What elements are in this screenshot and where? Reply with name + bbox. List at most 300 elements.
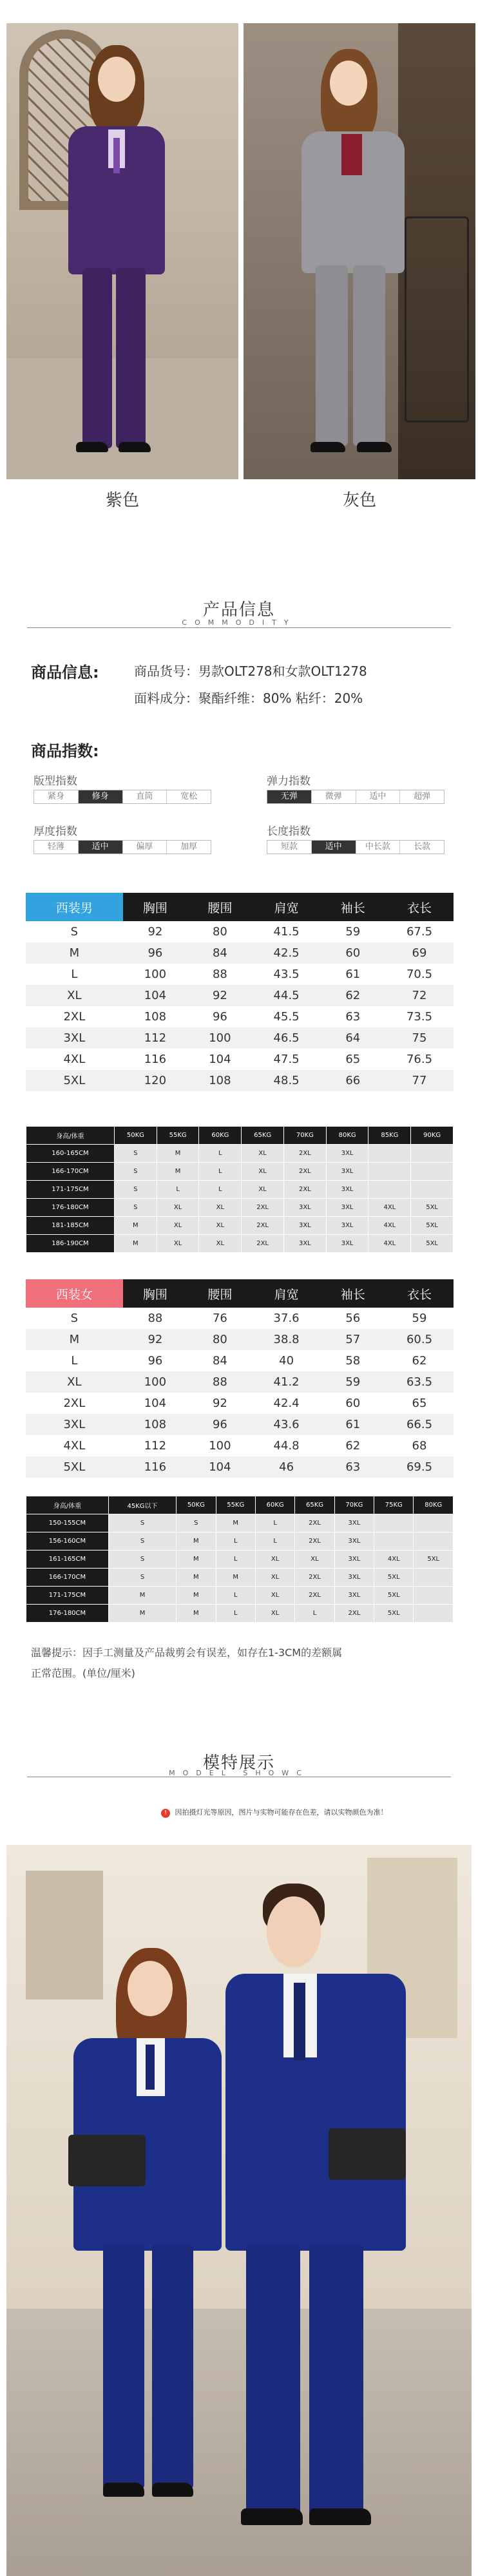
- table-row: [26, 1532, 454, 1550]
- column-header: 胸围: [123, 1279, 187, 1308]
- table-cell: 3XL: [283, 1217, 326, 1235]
- table-cell: 4XL: [374, 1550, 414, 1569]
- index-option: 轻薄: [34, 841, 79, 854]
- male-size-table: [26, 893, 454, 1091]
- table-cell: S: [114, 1145, 157, 1163]
- table-cell: 84: [187, 942, 252, 964]
- table-cell: 100: [123, 964, 187, 985]
- table-row: [26, 1550, 454, 1569]
- index-option-selected: 适中: [312, 841, 356, 854]
- table-cell: 3XL: [283, 1235, 326, 1253]
- table-cell: S: [114, 1181, 157, 1199]
- table-cell: M: [177, 1532, 216, 1550]
- table-cell: S: [26, 921, 123, 942]
- table-cell: 59: [385, 1308, 454, 1329]
- table-cell: [411, 1163, 454, 1181]
- product-info-subtitle: COMMODITY: [182, 618, 296, 627]
- column-header: 腰围: [187, 893, 252, 921]
- table-cell: 43.6: [253, 1414, 321, 1435]
- table-cell: L: [157, 1181, 199, 1199]
- index-thickness-name: 厚度指数: [33, 825, 77, 838]
- table-cell: M: [108, 1605, 176, 1623]
- table-cell: S: [108, 1569, 176, 1587]
- table-cell: [374, 1532, 414, 1550]
- table-cell: XL: [255, 1605, 294, 1623]
- table-cell: XL: [157, 1235, 199, 1253]
- table-cell: [414, 1532, 454, 1550]
- table-cell: S: [108, 1532, 176, 1550]
- table-row: [26, 1456, 454, 1478]
- column-header: 80KG: [414, 1496, 454, 1514]
- index-option: 微弹: [312, 790, 356, 803]
- index-option: 超弹: [414, 792, 431, 801]
- table-row: [26, 1163, 454, 1181]
- table-cell: [414, 1514, 454, 1532]
- table-cell: XL: [26, 985, 123, 1006]
- table-cell: 3XL: [334, 1514, 374, 1532]
- index-option: 宽松: [180, 792, 198, 801]
- table-cell: L: [216, 1550, 255, 1569]
- corner-header: 身高/体重: [26, 1496, 109, 1514]
- index-option: 加厚: [180, 842, 198, 852]
- table-cell: M: [177, 1605, 216, 1623]
- table-cell: 92: [187, 1393, 252, 1414]
- table-cell: 88: [187, 964, 252, 985]
- index-thickness-bar: [33, 840, 211, 854]
- table-cell: 58: [321, 1350, 385, 1371]
- table-cell: XL: [199, 1199, 242, 1217]
- table-cell: S: [26, 1308, 123, 1329]
- product-info-title: 产品信息: [202, 600, 275, 620]
- row-label: 150-155CM: [26, 1514, 109, 1532]
- table-cell: S: [177, 1514, 216, 1532]
- column-header: 胸围: [123, 893, 187, 921]
- table-row: [26, 1514, 454, 1532]
- table-row: [26, 1070, 454, 1091]
- table-cell: 108: [187, 1070, 252, 1091]
- row-label: 176-180CM: [26, 1605, 109, 1623]
- table-cell: 3XL: [26, 1414, 123, 1435]
- row-label: 161-165CM: [26, 1550, 109, 1569]
- table-cell: 5XL: [411, 1199, 454, 1217]
- index-option: 适中: [356, 790, 401, 803]
- table-cell: M: [114, 1217, 157, 1235]
- column-header: 50KG: [177, 1496, 216, 1514]
- table-cell: 45.5: [253, 1006, 321, 1027]
- table-cell: S: [114, 1163, 157, 1181]
- table-cell: M: [177, 1550, 216, 1569]
- column-header: 70KG: [334, 1496, 374, 1514]
- table-cell: 76: [187, 1308, 252, 1329]
- table-row: [26, 942, 454, 964]
- table-cell: 41.2: [253, 1371, 321, 1393]
- table-cell: 4XL: [26, 1435, 123, 1456]
- table-cell: 62: [321, 985, 385, 1006]
- table-cell: 92: [123, 921, 187, 942]
- table-cell: 3XL: [326, 1145, 368, 1163]
- table-row: [26, 1006, 454, 1027]
- table-cell: 60: [321, 942, 385, 964]
- table-cell: [368, 1163, 411, 1181]
- table-row: [26, 1308, 454, 1329]
- table-cell: 4XL: [368, 1217, 411, 1235]
- table-cell: M: [177, 1587, 216, 1605]
- table-cell: 61: [321, 964, 385, 985]
- table-cell: 66: [321, 1070, 385, 1091]
- table-cell: 5XL: [26, 1070, 123, 1091]
- table-cell: XL: [242, 1181, 284, 1199]
- column-header: 70KG: [283, 1127, 326, 1145]
- table-cell: 116: [123, 1456, 187, 1478]
- corner-header: 身高/体重: [26, 1127, 115, 1145]
- table-cell: M: [157, 1145, 199, 1163]
- table-cell: M: [157, 1163, 199, 1181]
- index-length-name: 长度指数: [267, 825, 311, 838]
- table-cell: 96: [187, 1414, 252, 1435]
- table-cell: 2XL: [283, 1145, 326, 1163]
- table-cell: [411, 1181, 454, 1199]
- product-index-label: 商品指数:: [31, 742, 99, 760]
- table-cell: 42.5: [253, 942, 321, 964]
- table-cell: 2XL: [295, 1569, 334, 1587]
- size-table-tag: 西装男: [26, 893, 123, 921]
- color-label-gray: 灰色: [342, 491, 376, 510]
- model-section-subtitle: MODEL SHOWC: [169, 1769, 309, 1777]
- column-header: 65KG: [295, 1496, 334, 1514]
- column-header: 袖长: [321, 893, 385, 921]
- table-cell: 41.5: [253, 921, 321, 942]
- table-cell: 5XL: [411, 1217, 454, 1235]
- table-cell: 63: [321, 1456, 385, 1478]
- table-cell: 77: [385, 1070, 454, 1091]
- table-cell: M: [216, 1514, 255, 1532]
- table-cell: 88: [123, 1308, 187, 1329]
- table-row: [26, 1569, 454, 1587]
- table-cell: L: [216, 1587, 255, 1605]
- warning-icon: !: [161, 1809, 170, 1818]
- index-stretch-bar: [267, 790, 445, 804]
- table-cell: 100: [123, 1371, 187, 1393]
- table-cell: M: [114, 1235, 157, 1253]
- table-cell: 5XL: [26, 1456, 123, 1478]
- row-label: 186-190CM: [26, 1235, 115, 1253]
- male-height-weight-table: [26, 1126, 454, 1253]
- table-row: [26, 1217, 454, 1235]
- table-cell: L: [255, 1532, 294, 1550]
- table-cell: 104: [123, 985, 187, 1006]
- table-cell: 5XL: [374, 1587, 414, 1605]
- table-row: [26, 1235, 454, 1253]
- table-cell: 66.5: [385, 1414, 454, 1435]
- table-cell: 108: [123, 1414, 187, 1435]
- product-info-label: 商品信息:: [31, 663, 99, 682]
- table-cell: XL: [295, 1550, 334, 1569]
- color-label-purple: 紫色: [105, 491, 139, 510]
- table-cell: 2XL: [26, 1393, 123, 1414]
- table-row: [26, 1414, 454, 1435]
- table-cell: 2XL: [26, 1006, 123, 1027]
- table-cell: 92: [187, 985, 252, 1006]
- table-cell: S: [108, 1514, 176, 1532]
- table-row: [26, 1049, 454, 1070]
- table-cell: 96: [123, 1350, 187, 1371]
- item-number: 商品货号：男款OLT278和女款OLT1278: [134, 663, 367, 679]
- column-header: 55KG: [216, 1496, 255, 1514]
- index-option: 紧身: [34, 790, 79, 803]
- table-row: [26, 1027, 454, 1049]
- table-cell: 72: [385, 985, 454, 1006]
- table-cell: 3XL: [326, 1163, 368, 1181]
- table-row: [26, 1199, 454, 1217]
- index-option: 直筒: [123, 790, 167, 803]
- table-cell: 60: [321, 1393, 385, 1414]
- column-header: 45KG以下: [108, 1496, 176, 1514]
- table-cell: 65: [321, 1049, 385, 1070]
- index-length-bar: [267, 840, 445, 854]
- table-cell: L: [216, 1605, 255, 1623]
- table-cell: 100: [187, 1435, 252, 1456]
- table-cell: L: [199, 1181, 242, 1199]
- table-cell: 3XL: [326, 1199, 368, 1217]
- gray-suit-photo: [244, 23, 475, 479]
- table-cell: 73.5: [385, 1006, 454, 1027]
- table-cell: XL: [242, 1163, 284, 1181]
- table-cell: 59: [321, 1371, 385, 1393]
- column-header: 衣长: [385, 893, 454, 921]
- table-cell: L: [26, 964, 123, 985]
- table-cell: 63.5: [385, 1371, 454, 1393]
- table-cell: 2XL: [283, 1163, 326, 1181]
- table-cell: XL: [199, 1217, 242, 1235]
- index-option-selected: 修身: [79, 790, 123, 803]
- table-cell: 5XL: [411, 1235, 454, 1253]
- table-row: [26, 1145, 454, 1163]
- table-cell: 76.5: [385, 1049, 454, 1070]
- table-cell: XL: [26, 1371, 123, 1393]
- table-cell: L: [295, 1605, 334, 1623]
- table-cell: [414, 1605, 454, 1623]
- table-cell: 56: [321, 1308, 385, 1329]
- table-cell: 70.5: [385, 964, 454, 985]
- table-cell: 2XL: [242, 1235, 284, 1253]
- row-label: 176-180CM: [26, 1199, 115, 1217]
- table-cell: 48.5: [253, 1070, 321, 1091]
- column-header: 65KG: [242, 1127, 284, 1145]
- table-cell: 3XL: [326, 1235, 368, 1253]
- index-fit-name: 版型指数: [33, 775, 77, 788]
- table-cell: 46: [253, 1456, 321, 1478]
- table-row: [26, 1181, 454, 1199]
- table-cell: 80: [187, 921, 252, 942]
- table-cell: 2XL: [242, 1199, 284, 1217]
- row-label: 160-165CM: [26, 1145, 115, 1163]
- row-label: 171-175CM: [26, 1587, 109, 1605]
- column-header: 腰围: [187, 1279, 252, 1308]
- female-height-weight-table: [26, 1496, 454, 1623]
- table-cell: 3XL: [334, 1532, 374, 1550]
- table-cell: M: [177, 1569, 216, 1587]
- table-cell: 68: [385, 1435, 454, 1456]
- index-option-selected: 适中: [79, 841, 123, 854]
- table-cell: XL: [255, 1569, 294, 1587]
- column-header: 90KG: [411, 1127, 454, 1145]
- size-table-tag: 西装女: [26, 1279, 123, 1308]
- table-cell: 116: [123, 1049, 187, 1070]
- table-cell: [414, 1569, 454, 1587]
- table-cell: 62: [321, 1435, 385, 1456]
- table-cell: 3XL: [326, 1181, 368, 1199]
- table-cell: 3XL: [334, 1569, 374, 1587]
- table-cell: 3XL: [283, 1199, 326, 1217]
- table-row: [26, 1435, 454, 1456]
- column-header: 55KG: [157, 1127, 199, 1145]
- table-cell: 96: [187, 1006, 252, 1027]
- table-cell: 42.4: [253, 1393, 321, 1414]
- model-section-title: 模特展示: [202, 1753, 275, 1773]
- table-cell: 5XL: [414, 1550, 454, 1569]
- table-cell: 38.8: [253, 1329, 321, 1350]
- table-cell: M: [108, 1587, 176, 1605]
- table-cell: 4XL: [368, 1199, 411, 1217]
- table-row: [26, 1393, 454, 1414]
- table-cell: XL: [199, 1235, 242, 1253]
- table-cell: 61: [321, 1414, 385, 1435]
- table-cell: L: [26, 1350, 123, 1371]
- column-header: 肩宽: [253, 1279, 321, 1308]
- table-cell: 3XL: [334, 1587, 374, 1605]
- column-header: 80KG: [326, 1127, 368, 1145]
- index-fit-bar: [33, 790, 211, 804]
- table-cell: 59: [321, 921, 385, 942]
- index-option: 长款: [414, 842, 431, 852]
- table-cell: 2XL: [242, 1217, 284, 1235]
- row-label: 166-170CM: [26, 1163, 115, 1181]
- row-label: 156-160CM: [26, 1532, 109, 1550]
- table-cell: 104: [123, 1393, 187, 1414]
- table-cell: 65: [385, 1393, 454, 1414]
- table-cell: 108: [123, 1006, 187, 1027]
- table-cell: M: [26, 942, 123, 964]
- table-cell: 37.6: [253, 1308, 321, 1329]
- table-row: [26, 921, 454, 942]
- table-cell: 104: [187, 1049, 252, 1070]
- table-cell: 44.8: [253, 1435, 321, 1456]
- table-cell: 2XL: [295, 1587, 334, 1605]
- table-cell: XL: [157, 1199, 199, 1217]
- purple-suit-photo: [6, 23, 238, 479]
- model-photo: [6, 1845, 472, 2576]
- index-option-selected: 无弹: [267, 790, 312, 803]
- table-cell: 120: [123, 1070, 187, 1091]
- table-cell: 44.5: [253, 985, 321, 1006]
- table-row: [26, 985, 454, 1006]
- table-cell: S: [114, 1199, 157, 1217]
- size-note: 温馨提示：因手工测量及产品裁剪会有误差，如存在1-3CM的差额属 正常范围。(单位/厘米): [31, 1646, 343, 1679]
- index-stretch-name: 弹力指数: [267, 775, 311, 788]
- table-cell: 4XL: [26, 1049, 123, 1070]
- table-cell: [374, 1514, 414, 1532]
- table-cell: 57: [321, 1329, 385, 1350]
- table-cell: [368, 1145, 411, 1163]
- table-cell: [414, 1587, 454, 1605]
- fabric-composition: 面料成分：聚酯纤维：80% 粘纤：20%: [134, 691, 363, 706]
- table-cell: L: [199, 1145, 242, 1163]
- table-cell: 69.5: [385, 1456, 454, 1478]
- table-cell: 112: [123, 1027, 187, 1049]
- index-option: 偏厚: [123, 841, 167, 854]
- table-cell: [411, 1145, 454, 1163]
- index-option: 中长款: [356, 841, 401, 854]
- column-header: 75KG: [374, 1496, 414, 1514]
- table-cell: 43.5: [253, 964, 321, 985]
- table-cell: XL: [255, 1587, 294, 1605]
- color-tip-text: 因拍摄灯光等原因，图片与实物可能存在色差，请以实物颜色为准！: [175, 1808, 388, 1817]
- table-cell: 92: [123, 1329, 187, 1350]
- table-row: [26, 964, 454, 985]
- column-header: 50KG: [114, 1127, 157, 1145]
- table-cell: S: [108, 1550, 176, 1569]
- table-cell: 3XL: [26, 1027, 123, 1049]
- table-cell: 88: [187, 1371, 252, 1393]
- table-row: [26, 1605, 454, 1623]
- table-cell: 60.5: [385, 1329, 454, 1350]
- column-header: 60KG: [255, 1496, 294, 1514]
- table-cell: 80: [187, 1329, 252, 1350]
- female-size-table: [26, 1279, 454, 1478]
- column-header: 85KG: [368, 1127, 411, 1145]
- table-cell: 3XL: [326, 1217, 368, 1235]
- column-header: 60KG: [199, 1127, 242, 1145]
- table-cell: 69: [385, 942, 454, 964]
- table-cell: 104: [187, 1456, 252, 1478]
- table-cell: 67.5: [385, 921, 454, 942]
- row-label: 171-175CM: [26, 1181, 115, 1199]
- row-label: 166-170CM: [26, 1569, 109, 1587]
- table-cell: 40: [253, 1350, 321, 1371]
- table-cell: 75: [385, 1027, 454, 1049]
- column-header: 肩宽: [253, 893, 321, 921]
- row-label: 181-185CM: [26, 1217, 115, 1235]
- table-cell: 84: [187, 1350, 252, 1371]
- table-cell: 62: [385, 1350, 454, 1371]
- table-cell: L: [199, 1163, 242, 1181]
- table-cell: 2XL: [295, 1514, 334, 1532]
- table-cell: 100: [187, 1027, 252, 1049]
- table-cell: XL: [242, 1145, 284, 1163]
- table-row: [26, 1371, 454, 1393]
- table-row: [26, 1350, 454, 1371]
- table-cell: XL: [255, 1550, 294, 1569]
- table-row: [26, 1329, 454, 1350]
- column-header: 袖长: [321, 1279, 385, 1308]
- table-cell: L: [216, 1532, 255, 1550]
- table-cell: 2XL: [295, 1532, 334, 1550]
- table-cell: 112: [123, 1435, 187, 1456]
- table-cell: 46.5: [253, 1027, 321, 1049]
- table-cell: 64: [321, 1027, 385, 1049]
- table-cell: [368, 1181, 411, 1199]
- table-cell: 96: [123, 942, 187, 964]
- table-cell: 4XL: [368, 1235, 411, 1253]
- color-tip: [161, 1807, 388, 1818]
- table-cell: M: [216, 1569, 255, 1587]
- table-cell: XL: [157, 1217, 199, 1235]
- table-cell: 2XL: [334, 1605, 374, 1623]
- table-cell: L: [255, 1514, 294, 1532]
- divider: [27, 627, 451, 628]
- table-cell: 3XL: [334, 1550, 374, 1569]
- table-row: [26, 1587, 454, 1605]
